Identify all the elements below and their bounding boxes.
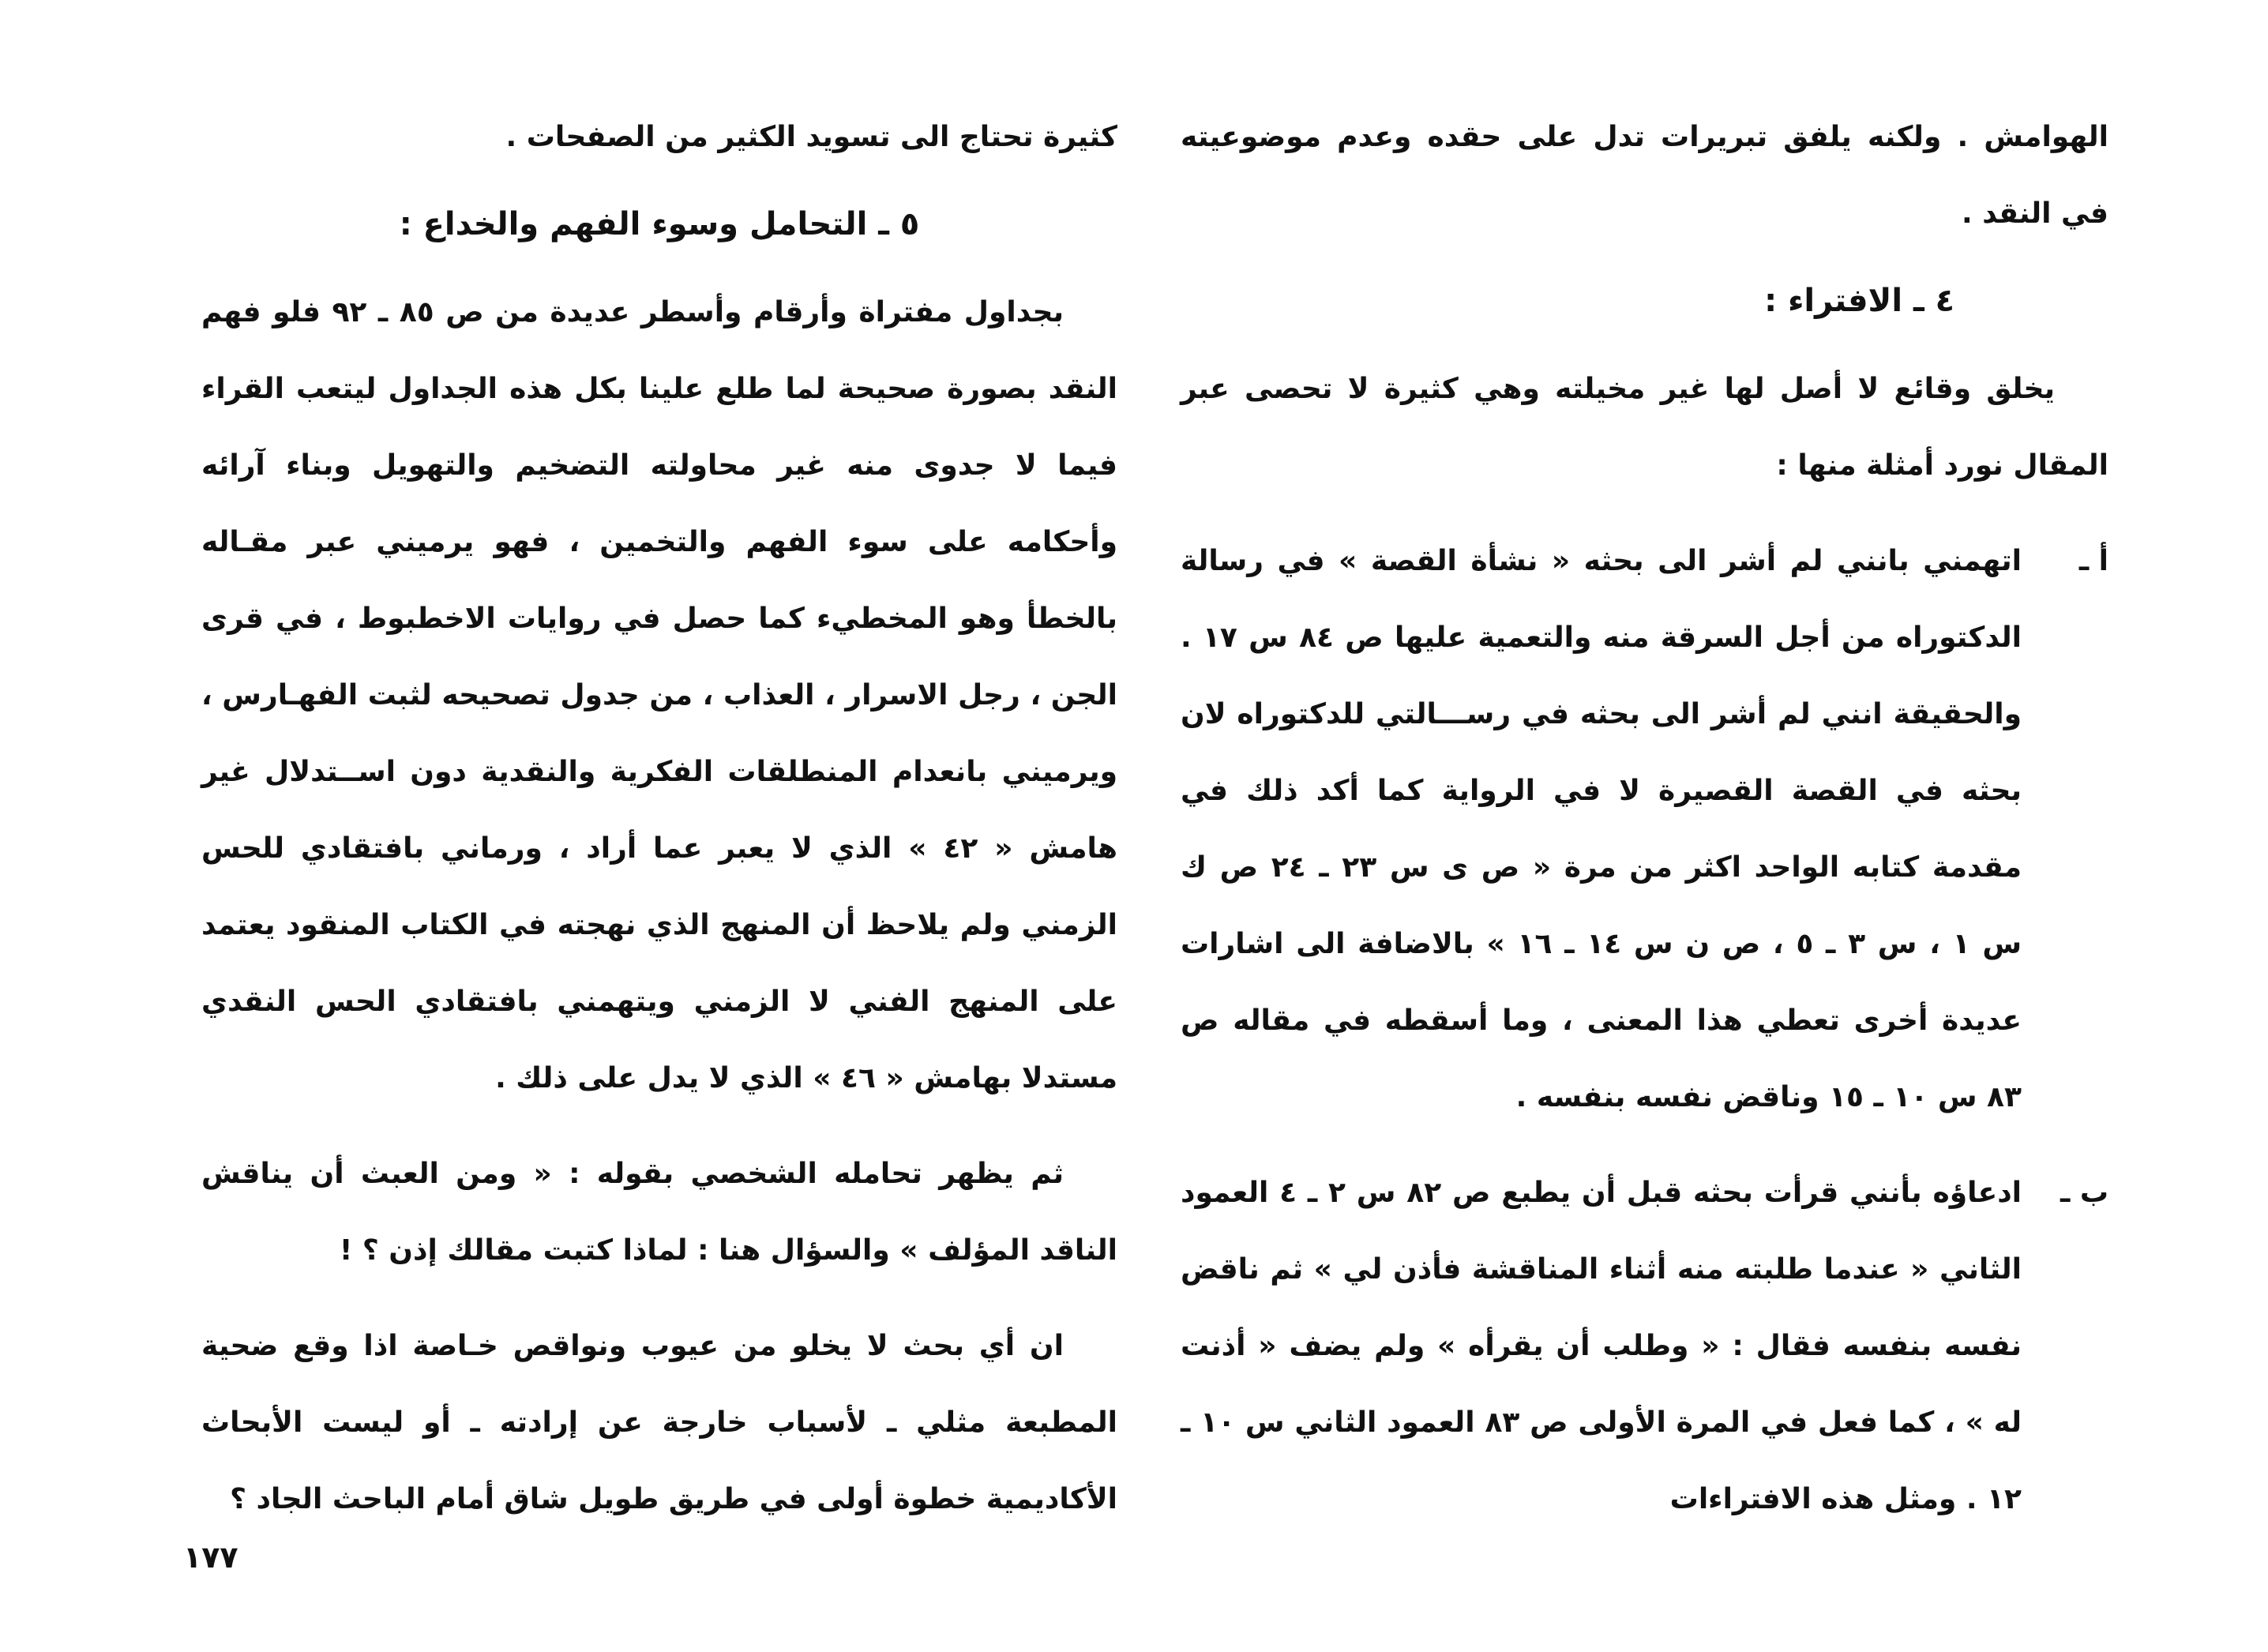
section-5-paragraph-3: ان أي بحث لا يخلو من عيوب ونواقص خـاصة اذا وقع ضحية المطبعة مثلي ـ لأسباب خارجة عن إرادته ـ أو ليست الأبحاث الأكاديمية خطوة أولى في طريق طويل شاق أمام الباحث الجاد ؟ [201,1330,1117,1515]
spacer [1181,1136,2108,1155]
left-column [201,99,1117,1537]
spacer [1181,504,2108,523]
list-item-a [1181,523,2108,1136]
spacer [201,1117,1117,1136]
list-item-b [1181,1155,2108,1537]
list-marker-b: ب ـ [2060,1177,2108,1209]
section-4-paragraph: يخلق وقائع لا أصل لها غير مخيلته وهي كثيرة لا تحصى عبر المقال نورد أمثلة منها : [1181,373,2108,482]
spacer [201,263,1117,274]
right-intro-paragraph: الهوامش . ولكنه يلفق تبريرات تدل على حقده وعدم موضوعيته في النقد . [1181,121,2108,230]
section-5-paragraph-2: ثم يظهر تحامله الشخصي بقوله : « ومن العبث أن يناقش الناقد المؤلف » والسؤال هنا : لماذا كتبت مقالك إذن ؟ ! [201,1158,1117,1267]
spacer [201,1289,1117,1308]
section-5-heading: ٥ ـ التحامل وسوء الفهم والخداع : [399,206,920,242]
right-column [1181,99,2108,1537]
left-intro-paragraph: كثيرة تحتاج الى تسويد الكثير من الصفحات . [505,121,1117,153]
section-5-paragraph-1: بجداول مفتراة وأرقام وأسطر عديدة من ص ٨٥ ـ ٩٢ فلو فهم النقد بصورة صحيحة لما طلع علينا بكل هذه الجداول ليتعب القراء فيما لا جدوى منه غير محاولته التضخيم والتهويل وبناء آرائه وأحكامه على سوء الفهم والتخمين ، فهو يرميني عبر مقـاله بالخطأ وهو المخطيء كما حصل في روايات الاخطبوط ، في قرى الجن ، رجل الاسرار ، العذاب ، من جدول تصحيحه لثبت الفهـارس ، ويرميني بانعدام المنطلقات الفكرية والنقدية دون اســتدلال غير هامش « ٤٢ » الذي لا يعبر عما أراد ، ورماني بافتقادي للحس الزمني ولم يلاحظ أن المنهج الذي نهجته في الكتاب المنقود يعتمد على المنهج الفني لا الزمني ويتهمني بافتقادي الحس النقدي مستدلا بهامش « ٤٦ » الذي لا يدل على ذلك . [201,296,1117,1094]
spacer [1181,340,2108,351]
list-item-a-text: اتهمني بانني لم أشر الى بحثه « نشأة القصة » في رسالة الدكتوراه من أجل السرقة منه والتعمية عليها ص ٨٤ س ١٧ . والحقيقة انني لم أشر الى بحثه في رســـالتي للدكتوراه لان بحثه في القصة القصيرة لا في الرواية كما أكد ذلك في مقدمة كتابه الواحد اكثر من مرة « ص ى س ٢٣ ـ ٢٤ ص ك س ١ ، س ٣ ـ ٥ ، ص ن س ١٤ ـ ١٦ » بالاضافة الى اشارات عديدة أخرى تعطي هذا المعنى ، وما أسقطه في مقاله ص ٨٣ س ١٠ ـ ١٥ وناقض نفسه بنفسه . [1181,545,2022,1113]
list-marker-a: أ ـ [2078,545,2108,577]
page-number: ١٧٧ [183,1540,238,1575]
list-item-b-text: ادعاؤه بأنني قرأت بحثه قبل أن يطبع ص ٨٢ س ٢ ـ ٤ العمود الثاني « عندما طلبته منه أثناء المناقشة فأذن لي » ثم ناقض نفسه بنفسه فقال : « وطلب أن يقرأه » ولم يضف « أذنت له » ، كما فعل في المرة الأولى ص ٨٣ العمود الثاني س ١٠ ـ ١٢ . ومثل هذه الافتراءات [1181,1177,2022,1515]
spacer [1181,252,2108,263]
section-4-heading: ٤ ـ الافتراء : [1764,283,1954,319]
spacer [201,175,1117,186]
